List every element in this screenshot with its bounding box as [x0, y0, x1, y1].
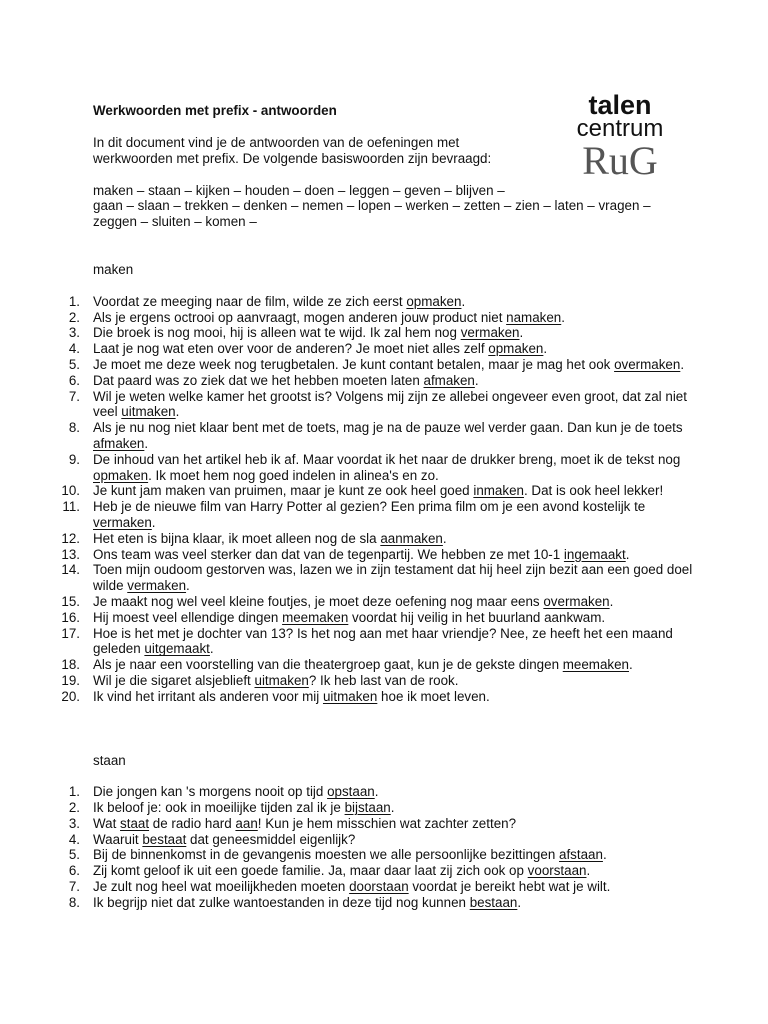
sentence-text: voordat je bereikt hebt wat je wilt. — [408, 879, 611, 895]
item-sentence — [93, 657, 693, 673]
sentence-text: Als je ergens octrooi op aanvraagt, mogen anderen jouw product niet — [93, 309, 507, 325]
answer-item — [61, 530, 693, 547]
answer-item — [68, 879, 693, 895]
answer-verb: staat — [120, 815, 150, 831]
sentence-text: Ik begrijp niet dat zulke wantoestanden in deze tijd nog kunnen — [93, 894, 470, 910]
answer-item — [61, 546, 693, 563]
item-sentence — [93, 689, 693, 705]
basis-words — [93, 183, 683, 230]
answer-item — [68, 784, 693, 800]
answer-verb: uitgemaakt — [144, 641, 210, 657]
sentence-text: Wat — [93, 815, 121, 831]
answer-verb: inmaken — [473, 483, 524, 499]
item-number: 11. — [62, 499, 80, 515]
sentence-text: Je zult nog heel wat moeilijkheden moeten — [93, 879, 350, 895]
sentence-text: Hoe is het met je dochter van 13? Is het nog aan met haar vriendje? Nee, ze heeft het een maand geleden — [93, 625, 673, 657]
sentence-text: . — [390, 800, 395, 816]
answer-verb: namaken — [506, 309, 562, 325]
answer-item — [68, 894, 693, 911]
item-number: 1. — [68, 784, 80, 800]
answer-item — [68, 451, 693, 484]
sentence-text: Laat je nog wat eten over voor de anderen? Je moet niet alles zelf — [93, 341, 489, 357]
item-number: 10. — [61, 483, 80, 499]
item-sentence — [93, 294, 693, 310]
item-sentence — [93, 325, 693, 341]
item-number: 14. — [61, 562, 80, 578]
sentence-text: Zij komt geloof ik uit een goede familie. Ja, maar daar laat zij zich ook op — [93, 863, 528, 879]
answer-item — [68, 388, 693, 421]
item-sentence — [93, 879, 693, 895]
basis-line: maken – staan – kijken – houden – doen – leggen – geven – blijven – — [93, 182, 505, 198]
sentence-text: . — [586, 863, 591, 879]
answer-verb: voorstaan — [527, 863, 587, 879]
sentence-text: . — [442, 530, 447, 546]
answer-verb: opmaken — [406, 293, 462, 309]
answer-item — [61, 483, 693, 499]
answer-item — [61, 657, 693, 673]
item-number: 15. — [61, 593, 80, 609]
item-number: 6. — [68, 863, 80, 879]
answer-item — [68, 420, 693, 452]
section-title: maken — [93, 261, 134, 277]
item-number: 4. — [68, 831, 80, 847]
sentence-text: hoe ik moet leven. — [377, 688, 490, 704]
item-number: 2. — [68, 800, 80, 816]
answer-verb: vermaken — [93, 514, 152, 530]
sentence-text: Die broek is nog mooi, hij is alleen wat te wijd. Ik zal hem nog — [93, 325, 461, 341]
item-number: 6. — [68, 372, 80, 388]
item-number: 13. — [61, 546, 80, 562]
section-staan — [68, 752, 693, 911]
answer-item — [68, 309, 693, 326]
answer-item — [68, 815, 693, 832]
sentence-text: Je kunt jam maken van pruimen, maar je kunt ze ook heel goed — [93, 483, 474, 499]
section-title: staan — [93, 752, 126, 768]
answer-verb: meemaken — [562, 657, 629, 673]
item-sentence — [93, 547, 693, 563]
item-sentence — [93, 626, 693, 658]
item-number: 1. — [68, 293, 80, 309]
sentence-text: . — [561, 309, 565, 325]
sentence-text: Wil je weten welke kamer het grootst is? Volgens mij zijn ze allebei ongeveer even groot, dat zal niet veel — [93, 388, 687, 420]
sentence-text: Ons team was veel sterker dan dat van de tegenpartij. We hebben ze met 10-1 — [93, 546, 564, 562]
answer-item — [61, 562, 693, 594]
answer-item — [61, 625, 693, 658]
intro-paragraph: In dit document vind je de antwoorden van de oefeningen met werkwoorden met prefix. De volgende basiswoorden zijn bevraagd: — [93, 135, 492, 166]
answer-verb: opmaken — [93, 467, 149, 483]
item-number: 20. — [61, 688, 80, 704]
sentence-text: . — [175, 404, 180, 420]
answer-verb: aan — [235, 815, 258, 831]
item-sentence — [93, 673, 693, 689]
item-sentence — [93, 499, 693, 531]
sentence-text: . — [474, 372, 479, 388]
sentence-text: Wil je die sigaret alsjeblieft — [93, 672, 255, 688]
answer-item — [68, 356, 693, 373]
sentence-text: . — [461, 293, 466, 309]
item-sentence — [93, 341, 693, 357]
answer-verb: ingemaakt — [563, 546, 626, 562]
item-number: 7. — [68, 879, 80, 895]
sentence-text: . — [625, 546, 630, 562]
item-sentence — [93, 310, 693, 326]
answer-verb: uitmaken — [322, 688, 378, 704]
answer-item — [68, 341, 693, 357]
sentence-text: . — [602, 847, 607, 863]
answer-item — [68, 372, 693, 389]
item-number: 2. — [68, 309, 80, 325]
answer-item — [68, 293, 693, 310]
answer-verb: bijstaan — [344, 800, 391, 816]
answer-verb: afmaken — [93, 435, 145, 451]
answer-verb: uitmaken — [121, 404, 176, 420]
item-number: 12. — [61, 530, 80, 546]
item-number: 9. — [68, 451, 80, 467]
answer-list — [68, 784, 693, 910]
item-sentence — [93, 531, 693, 547]
answer-verb: vermaken — [460, 325, 520, 341]
document-content — [61, 103, 693, 911]
item-sentence — [93, 610, 693, 626]
sentence-text: Hij moest veel ellendige dingen — [93, 609, 283, 625]
item-number: 19. — [61, 672, 80, 688]
item-sentence — [93, 895, 693, 911]
sentence-text: . — [543, 341, 548, 357]
logo-word-rug: RuG — [582, 138, 658, 180]
answer-item — [68, 325, 693, 341]
sentence-text: . Dat is ook heel lekker! — [523, 483, 664, 499]
item-sentence — [93, 832, 693, 848]
sentence-text: De inhoud van het artikel heb ik af. Maar voordat ik het naar de drukker breng, moet ik de tekst nog — [93, 451, 681, 467]
item-number: 3. — [68, 815, 80, 831]
sentence-text: . — [374, 784, 379, 800]
answer-verb: bestaat — [142, 831, 187, 847]
answer-verb: overmaken — [543, 593, 610, 609]
sentence-text: ? Ik heb last van de rook. — [308, 672, 459, 688]
sentence-text: . — [628, 657, 633, 673]
item-sentence — [93, 420, 693, 452]
sentence-text: voordat hij veilig in het buurland aankwam. — [348, 609, 606, 625]
answer-verb: doorstaan — [349, 879, 409, 895]
sentence-text: de radio hard — [149, 815, 236, 831]
sentence-text: Dat paard was zo ziek dat we het hebben moeten laten — [93, 372, 424, 388]
sentence-text: Als je nu nog niet klaar bent met de toets, mag je na de pauze wel verder gaan. Dan kun je de toets — [93, 420, 683, 436]
item-number: 4. — [68, 341, 80, 357]
sentence-text: . — [151, 514, 156, 530]
item-number: 3. — [68, 325, 80, 341]
document-title: Werkwoorden met prefix - antwoorden — [93, 103, 337, 118]
answer-verb: uitmaken — [254, 672, 309, 688]
item-sentence — [93, 594, 693, 610]
answer-item — [61, 593, 693, 610]
answer-verb: overmaken — [614, 356, 681, 372]
sentence-text: . Ik moet hem nog goed indelen in alinea's en zo. — [148, 467, 439, 483]
answer-verb: meemaken — [282, 609, 349, 625]
answer-verb: aanmaken — [380, 530, 443, 546]
section-maken — [61, 261, 693, 705]
sentence-text: Je moet me deze week nog terugbetalen. Je kunt contant betalen, maar je mag het ook — [93, 356, 615, 372]
answer-item — [68, 863, 693, 879]
sentence-text: Die jongen kan 's morgens nooit op tijd — [93, 784, 328, 800]
answer-verb: opstaan — [327, 784, 375, 800]
answer-verb: vermaken — [127, 578, 187, 594]
sentence-text: . — [519, 325, 524, 341]
sentence-text: . — [144, 435, 149, 451]
item-sentence — [93, 863, 693, 879]
answer-item — [61, 609, 693, 626]
item-sentence — [93, 389, 693, 421]
sentence-text: Het eten is bijna klaar, ik moet alleen nog de sla — [93, 530, 381, 546]
item-number: 8. — [68, 420, 80, 436]
item-sentence — [93, 562, 693, 594]
sentence-text: . — [186, 578, 190, 594]
sentence-text: Heb je de nieuwe film van Harry Potter al gezien? Een prima film om je een avond kostelijk te — [93, 499, 646, 515]
sentence-text: Ik beloof je: ook in moeilijke tijden zal ik je — [93, 800, 345, 816]
sentence-text: Je maakt nog wel veel kleine foutjes, je moet deze oefening nog maar eens — [93, 593, 544, 609]
item-sentence — [93, 800, 693, 816]
item-sentence — [93, 357, 693, 373]
sentence-text: Voordat ze meeging naar de film, wilde ze zich eerst — [93, 293, 407, 309]
item-number: 5. — [68, 356, 80, 372]
answer-list — [61, 293, 693, 705]
sentence-text: Bij de binnenkomst in de gevangenis moesten we alle persoonlijke bezittingen — [93, 847, 559, 863]
sentence-text: Ik vind het irritant als anderen voor mij — [93, 688, 323, 704]
basis-line: zeggen – sluiten – komen – — [93, 214, 257, 230]
sentence-text: ! Kun je hem misschien wat zachter zetten? — [257, 815, 517, 831]
answer-item — [61, 672, 693, 689]
answer-item — [68, 800, 693, 816]
sentence-text: . — [209, 641, 214, 657]
item-sentence — [93, 847, 693, 863]
answer-item — [61, 688, 693, 705]
item-number: 5. — [68, 847, 80, 863]
basis-line: gaan – slaan – trekken – denken – nemen – lopen – werken – zetten – zien – laten – vragen – — [93, 198, 651, 214]
item-number: 17. — [61, 625, 80, 641]
logo-word-talen: talen — [588, 90, 652, 120]
sentence-text: Waaruit — [93, 831, 143, 847]
item-sentence — [93, 483, 693, 499]
sentence-text: . — [609, 593, 614, 609]
sentence-text: . — [517, 894, 522, 910]
answer-verb: bestaan — [469, 894, 518, 910]
item-sentence — [93, 452, 693, 484]
sentence-text: . — [680, 356, 685, 372]
answer-item — [62, 499, 693, 531]
item-sentence — [93, 784, 693, 800]
item-number: 18. — [61, 657, 80, 673]
answer-verb: afmaken — [423, 372, 475, 388]
item-sentence — [93, 816, 693, 832]
sentence-text: dat geneesmiddel eigenlijk? — [186, 831, 356, 847]
logo-word-centrum: centrum — [576, 115, 664, 142]
item-number: 16. — [61, 609, 80, 625]
item-sentence — [93, 373, 693, 389]
item-number: 7. — [68, 388, 80, 404]
answer-item — [68, 847, 693, 863]
answer-item — [68, 831, 693, 848]
item-number: 8. — [68, 894, 80, 910]
sentence-text: Als je naar een voorstelling van die theatergroep gaat, kun je de gekste dingen — [93, 657, 563, 673]
sentence-text: Toen mijn oudoom gestorven was, lazen we in zijn testament dat hij heel zijn bezit aan een goed doel wilde — [93, 562, 693, 594]
answer-verb: opmaken — [488, 341, 544, 357]
answer-verb: afstaan — [559, 847, 603, 863]
